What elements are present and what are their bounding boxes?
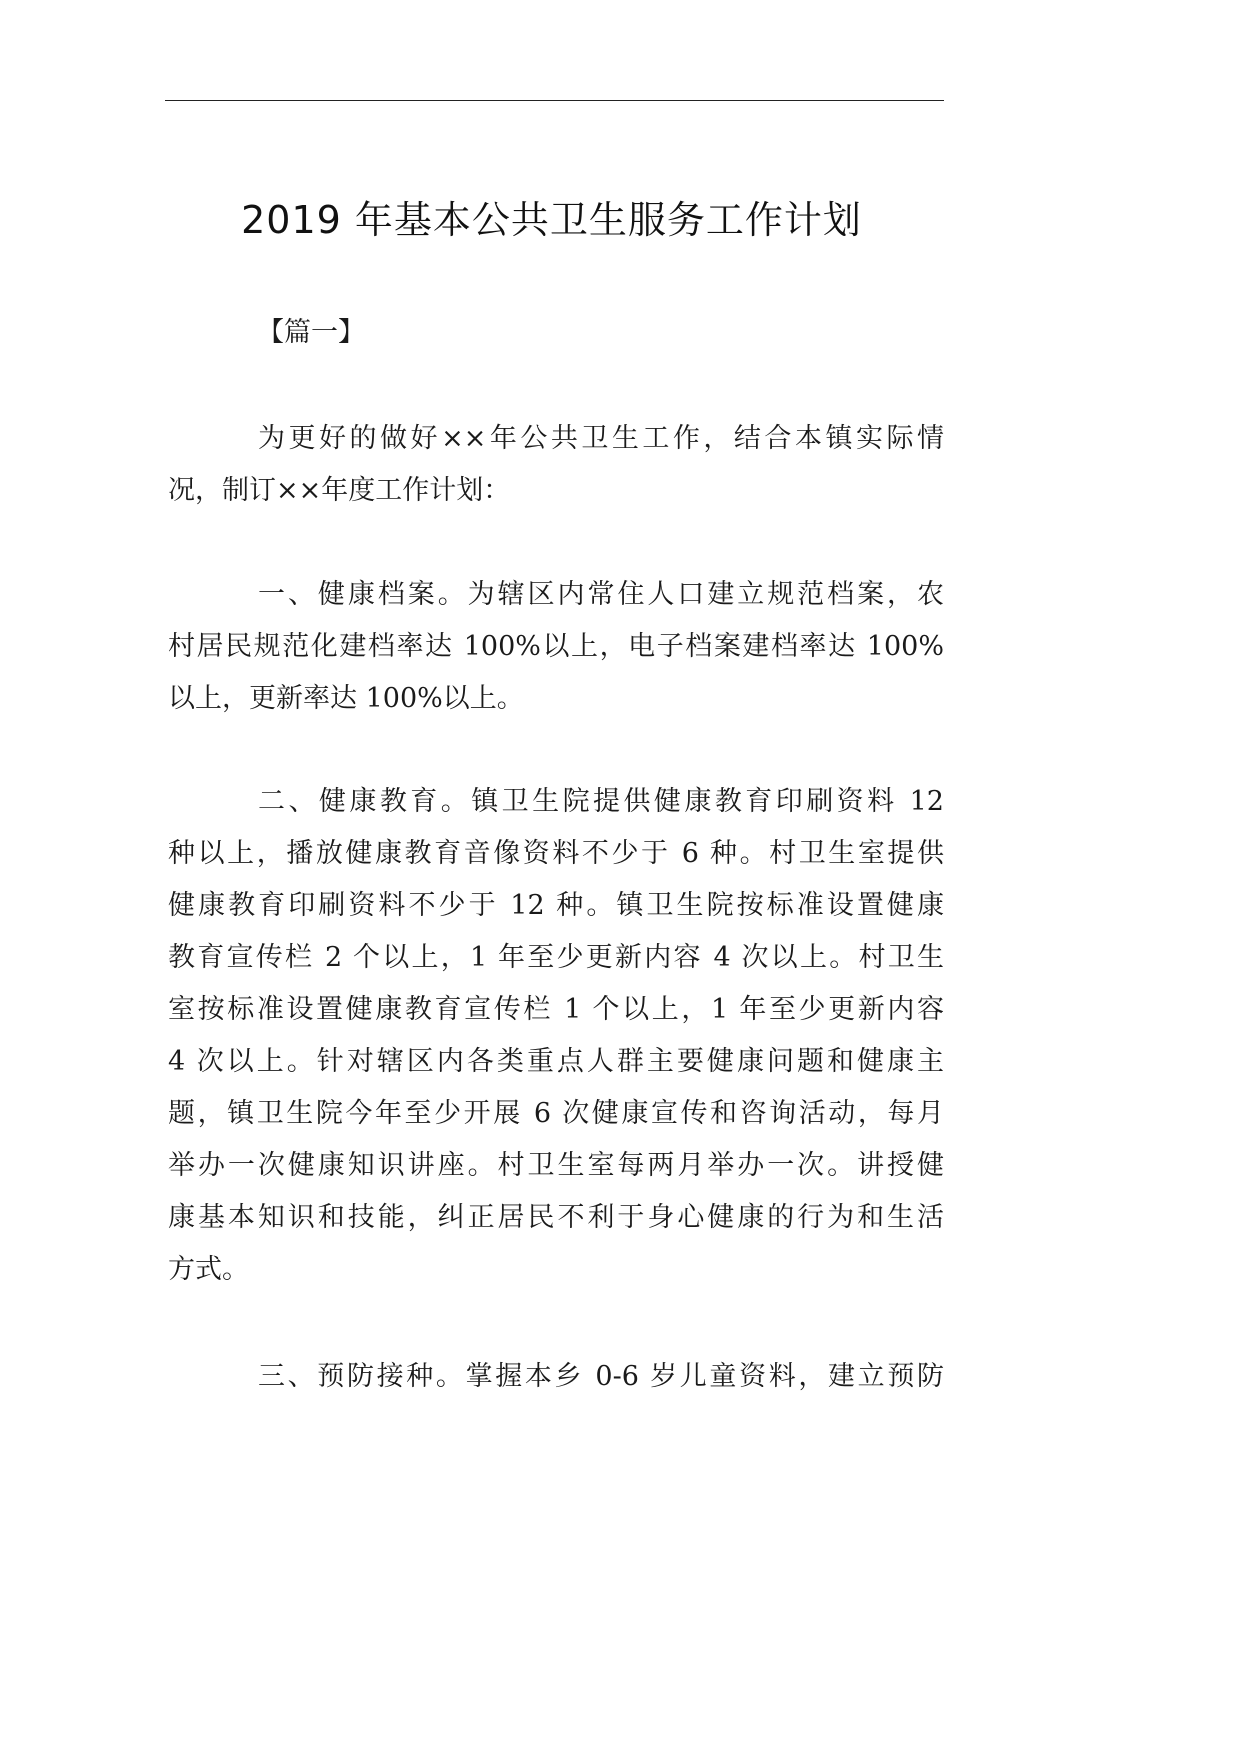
paragraph-line: 室按标准设置健康教育宣传栏 1 个以上，1 年至少更新内容 — [168, 994, 944, 1025]
paragraph-line: 方式。 — [168, 1254, 249, 1285]
section-label: 【篇一】 — [257, 317, 365, 348]
paragraph-intro — [168, 413, 944, 517]
paragraph-health-records — [168, 569, 944, 725]
paragraph-line: 为更好的做好××年公共卫生工作，结合本镇实际情 — [258, 423, 944, 454]
paragraph-line: 三、预防接种。掌握本乡 0-6 岁儿童资料，建立预防 — [258, 1361, 944, 1392]
paragraph-line: 二、健康教育。镇卫生院提供健康教育印刷资料 12 — [258, 786, 944, 817]
paragraph-line: 4 次以上。针对辖区内各类重点人群主要健康问题和健康主 — [168, 1046, 944, 1077]
paragraph-line: 举办一次健康知识讲座。村卫生室每两月举办一次。讲授健 — [168, 1150, 944, 1181]
header-rule — [165, 100, 944, 101]
paragraph-line: 以上，更新率达 100%以上。 — [168, 683, 524, 714]
paragraph-line: 况，制订××年度工作计划： — [168, 475, 511, 506]
paragraph-line: 题，镇卫生院今年至少开展 6 次健康宣传和咨询活动，每月 — [168, 1098, 944, 1129]
paragraph-line: 村居民规范化建档率达 100%以上，电子档案建档率达 100% — [168, 631, 944, 662]
paragraph-health-education — [168, 776, 944, 1296]
document-title: 2019 年基本公共卫生服务工作计划 — [241, 198, 862, 242]
paragraph-line: 康基本知识和技能，纠正居民不利于身心健康的行为和生活 — [168, 1202, 944, 1233]
paragraph-vaccination — [168, 1351, 944, 1403]
paragraph-line: 一、健康档案。为辖区内常住人口建立规范档案，农 — [258, 579, 944, 610]
paragraph-line: 健康教育印刷资料不少于 12 种。镇卫生院按标准设置健康 — [168, 890, 944, 921]
paragraph-line: 教育宣传栏 2 个以上，1 年至少更新内容 4 次以上。村卫生 — [168, 942, 944, 973]
paragraph-line: 种以上，播放健康教育音像资料不少于 6 种。村卫生室提供 — [168, 838, 944, 869]
